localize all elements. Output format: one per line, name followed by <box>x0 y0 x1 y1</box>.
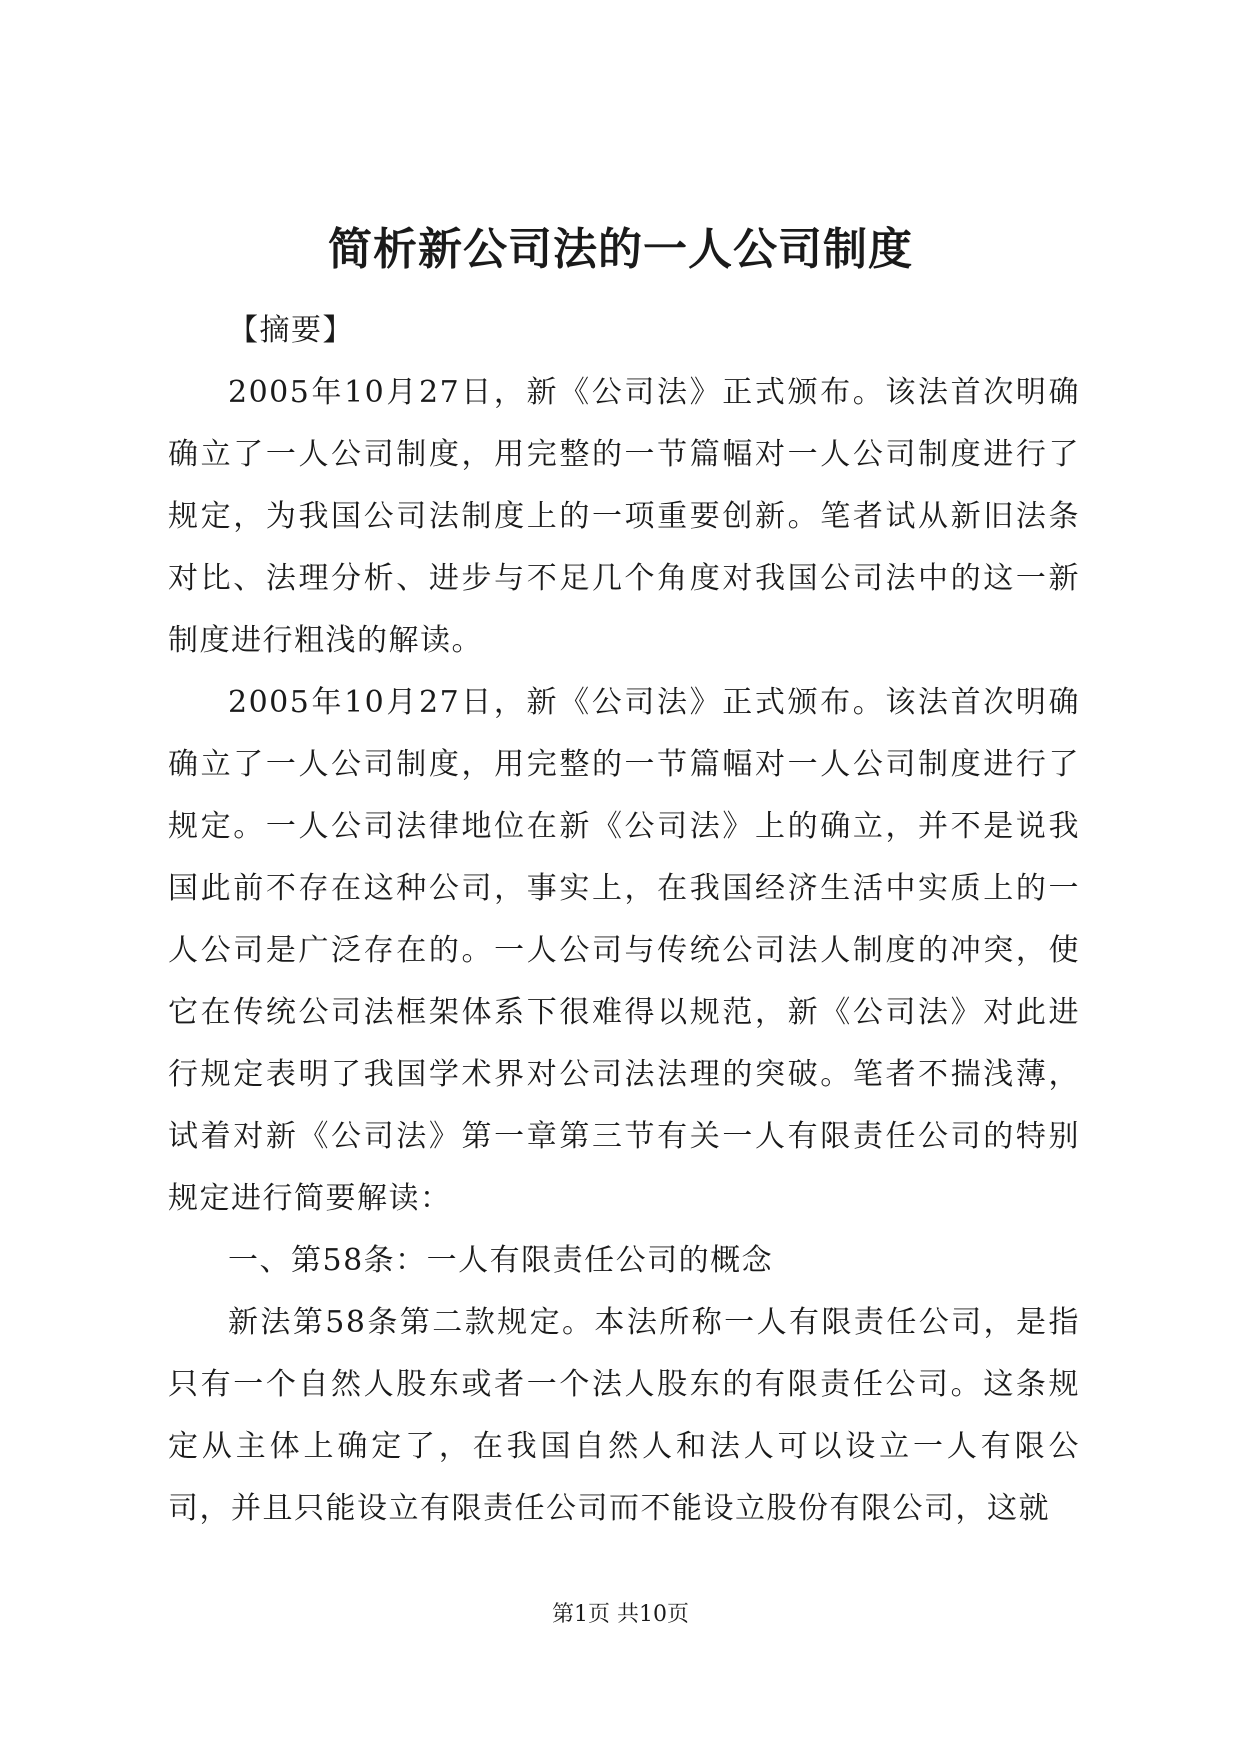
page-footer: 第1页 共10页 <box>552 1602 689 1627</box>
document-title: 简析新公司法的一人公司制度 <box>328 224 913 275</box>
document-body <box>168 300 1080 1540</box>
section-heading-article-58: 一、第58条：一人有限责任公司的概念 <box>228 1243 774 1278</box>
paragraph-intro: 2005年10月27日，新《公司法》正式颁布。该法首次明确确立了一人公司制度，用完整的一节篇幅对一人公司制度进行了规定。一人公司法律地位在新《公司法》上的确立，并不是说我国此前不存在这种公司，事实上，在我国经济生活中实质上的一人公司是广泛存在的。一人公司与传统公司法人制度的冲突，使它在传统公司法框架体系下很难得以规范，新《公司法》对此进行规定表明了我国学术界对公司法法理的突破。笔者不揣浅薄，试着对新《公司法》第一章第三节有关一人有限责任公司的特别规定进行简要解读： <box>168 685 1080 1216</box>
paragraph-abstract: 2005年10月27日，新《公司法》正式颁布。该法首次明确确立了一人公司制度，用完整的一节篇幅对一人公司制度进行了规定，为我国公司法制度上的一项重要创新。笔者试从新旧法条对比、法理分析、进步与不足几个角度对我国公司法中的这一新制度进行粗浅的解读。 <box>168 375 1080 658</box>
abstract-heading: 【摘要】 <box>228 313 354 348</box>
paragraph-article-58: 新法第58条第二款规定。本法所称一人有限责任公司，是指只有一个自然人股东或者一个法人股东的有限责任公司。这条规定从主体上确定了，在我国自然人和法人可以设立一人有限公司，并且只能设立有限责任公司而不能设立股份有限公司，这就 <box>168 1305 1080 1526</box>
